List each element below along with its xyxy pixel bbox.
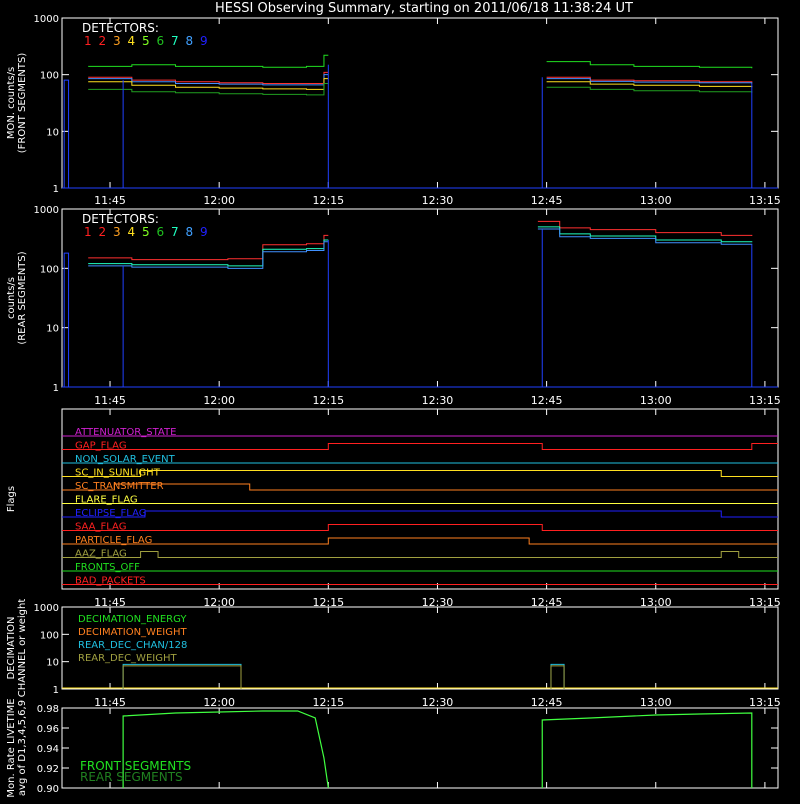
series-line-green [547, 62, 752, 69]
series-line-green [88, 55, 328, 67]
y-axis-label: (REAR SEGMENTS) [17, 251, 28, 345]
x-tick-label: 13:15 [749, 696, 781, 709]
plot-frame [62, 209, 778, 387]
x-tick-label: 13:00 [639, 194, 672, 207]
y-tick-label: 100 [39, 70, 59, 82]
legend-detector-6: 6 [156, 225, 165, 239]
flag-label: SAA_FLAG [75, 521, 127, 533]
y-tick-label: 10 [46, 323, 59, 335]
livetime-legend-item: FRONT SEGMENTS [80, 759, 192, 773]
flags-panel [6, 409, 781, 609]
decimation-legend-item: DECIMATION_WEIGHT [78, 627, 187, 638]
flag-label: NON_SOLAR_EVENT [75, 454, 175, 465]
y-tick-label: 0.94 [36, 744, 59, 755]
x-tick-label: 13:15 [749, 596, 781, 609]
y-axis-label: Mon. Rate LIVETIME [6, 698, 17, 798]
x-tick-label: 12:00 [203, 394, 236, 407]
legend-detector-5: 5 [142, 225, 150, 239]
front-segments-panel [6, 14, 781, 207]
series-line-blue [538, 229, 752, 245]
y-tick-label: 1000 [33, 205, 59, 216]
legend-detector-3: 3 [113, 225, 121, 239]
flag-label: ATTENUATOR_STATE [75, 427, 177, 438]
legend-detector-4: 4 [127, 225, 136, 239]
flag-label: SC_IN_SUNLIGHT [75, 467, 160, 479]
x-tick-label: 12:15 [312, 596, 345, 609]
x-tick-label: 12:45 [530, 696, 563, 709]
flag-label: SC_TRANSMITTER [75, 481, 164, 492]
y-axis-label: MON. counts/s [6, 66, 17, 140]
series-line-red [88, 235, 328, 259]
y-axis-label: avg of D1,3,4,5,6,9 [17, 699, 28, 797]
y-tick-label: 100 [39, 630, 59, 642]
flag-line [62, 484, 778, 490]
flag-line [62, 538, 778, 544]
x-tick-label: 13:15 [749, 194, 781, 207]
legend-detector-4: 4 [127, 34, 136, 48]
x-tick-label: 12:15 [312, 696, 345, 709]
x-tick-label: 13:15 [749, 394, 781, 407]
y-axis-label: DECIMATION [6, 616, 17, 680]
y-tick-label: 0.98 [36, 704, 59, 715]
y-tick-label: 1000 [33, 603, 59, 614]
x-tick-label: 12:30 [421, 394, 454, 407]
y-tick-label: 1 [52, 383, 59, 394]
y-axis-label: (FRONT SEGMENTS) [17, 52, 28, 154]
x-tick-label: 13:00 [639, 394, 672, 407]
flag-label: ECLIPSE_FLAG [75, 508, 147, 519]
decimation-box-rear_dec_weight [551, 666, 564, 689]
legend-title: DETECTORS: [82, 21, 159, 35]
series-line-cyan [88, 240, 328, 266]
flag-label: GAP_FLAG [75, 440, 127, 452]
legend-detector-7: 7 [171, 34, 179, 48]
legend-detector-8: 8 [185, 34, 194, 48]
x-tick-label: 13:00 [639, 596, 672, 609]
flag-label: AAZ_FLAG [75, 548, 127, 560]
y-tick-label: 100 [39, 264, 59, 276]
y-tick-label: 1000 [33, 14, 59, 25]
flag-line [62, 511, 778, 517]
decimation-legend-item: REAR_DEC_CHAN/128 [78, 640, 188, 651]
x-tick-label: 12:30 [421, 596, 454, 609]
y-tick-label: 0.90 [36, 784, 59, 795]
flag-line [62, 471, 778, 477]
series-line-darkgreen [547, 87, 752, 92]
early-segment [64, 253, 68, 387]
decimation-legend-item: DECIMATION_ENERGY [78, 614, 187, 625]
x-tick-label: 11:45 [94, 696, 126, 709]
flag-label: FRONTS_OFF [75, 562, 140, 573]
y-tick-label: 10 [46, 657, 59, 669]
x-tick-label: 12:00 [203, 596, 236, 609]
figure-title: HESSI Observing Summary, starting on 2011/06/18 11:38:24 UT [215, 1, 633, 16]
flag-line [62, 444, 778, 450]
x-tick-label: 12:30 [421, 696, 454, 709]
decimation-box-rear_dec_weight [123, 666, 241, 689]
x-tick-label: 11:45 [94, 596, 126, 609]
x-tick-label: 12:45 [530, 596, 563, 609]
x-tick-label: 11:45 [94, 194, 126, 207]
decimation-panel [6, 599, 781, 709]
decimation-box-rear_dec_chan [123, 664, 241, 689]
flag-label: BAD_PACKETS [75, 575, 146, 587]
legend-detector-9: 9 [200, 225, 208, 239]
decimation-box-rear_dec_chan [551, 664, 564, 689]
x-tick-label: 12:45 [530, 194, 563, 207]
early-segment [64, 80, 68, 188]
x-tick-label: 12:15 [312, 394, 345, 407]
legend-detector-5: 5 [142, 34, 150, 48]
x-tick-label: 12:00 [203, 696, 236, 709]
legend-detector-2: 2 [98, 225, 107, 239]
legend-detector-2: 2 [98, 34, 107, 48]
legend-detector-9: 9 [200, 34, 208, 48]
legend-detector-3: 3 [113, 34, 121, 48]
y-axis-label: CHANNEL or weight [17, 598, 28, 698]
legend-detector-7: 7 [171, 225, 179, 239]
x-tick-label: 13:00 [639, 696, 672, 709]
legend-detector-6: 6 [156, 34, 165, 48]
flag-label: FLARE_FLAG [75, 494, 138, 506]
legend-detector-1: 1 [84, 225, 92, 239]
x-tick-label: 12:30 [421, 194, 454, 207]
series-line-yellow [88, 79, 328, 90]
x-tick-label: 12:00 [203, 194, 236, 207]
y-tick-label: 0.92 [36, 764, 59, 775]
flag-line [62, 552, 778, 558]
legend-detector-1: 1 [84, 34, 92, 48]
rear-segments-panel [6, 205, 781, 407]
x-tick-label: 12:15 [312, 194, 345, 207]
y-tick-label: 0.96 [36, 724, 59, 735]
flag-line [62, 525, 778, 531]
x-tick-label: 12:45 [530, 394, 563, 407]
livetime-legend-item: REAR SEGMENTS [80, 770, 183, 784]
decimation-legend-item: REAR_DEC_WEIGHT [78, 653, 177, 664]
y-axis-label: counts/s [6, 276, 17, 320]
y-axis-label: Flags [6, 485, 17, 513]
livetime-panel [6, 698, 778, 797]
legend-detector-8: 8 [185, 225, 194, 239]
flag-label: PARTICLE_FLAG [75, 535, 153, 546]
y-tick-label: 1 [52, 184, 59, 195]
y-tick-label: 10 [46, 127, 59, 139]
plot-frame [62, 18, 778, 188]
livetime-line-front [542, 713, 752, 788]
y-tick-label: 1 [52, 685, 59, 696]
legend-title: DETECTORS: [82, 212, 159, 226]
x-tick-label: 11:45 [94, 394, 126, 407]
